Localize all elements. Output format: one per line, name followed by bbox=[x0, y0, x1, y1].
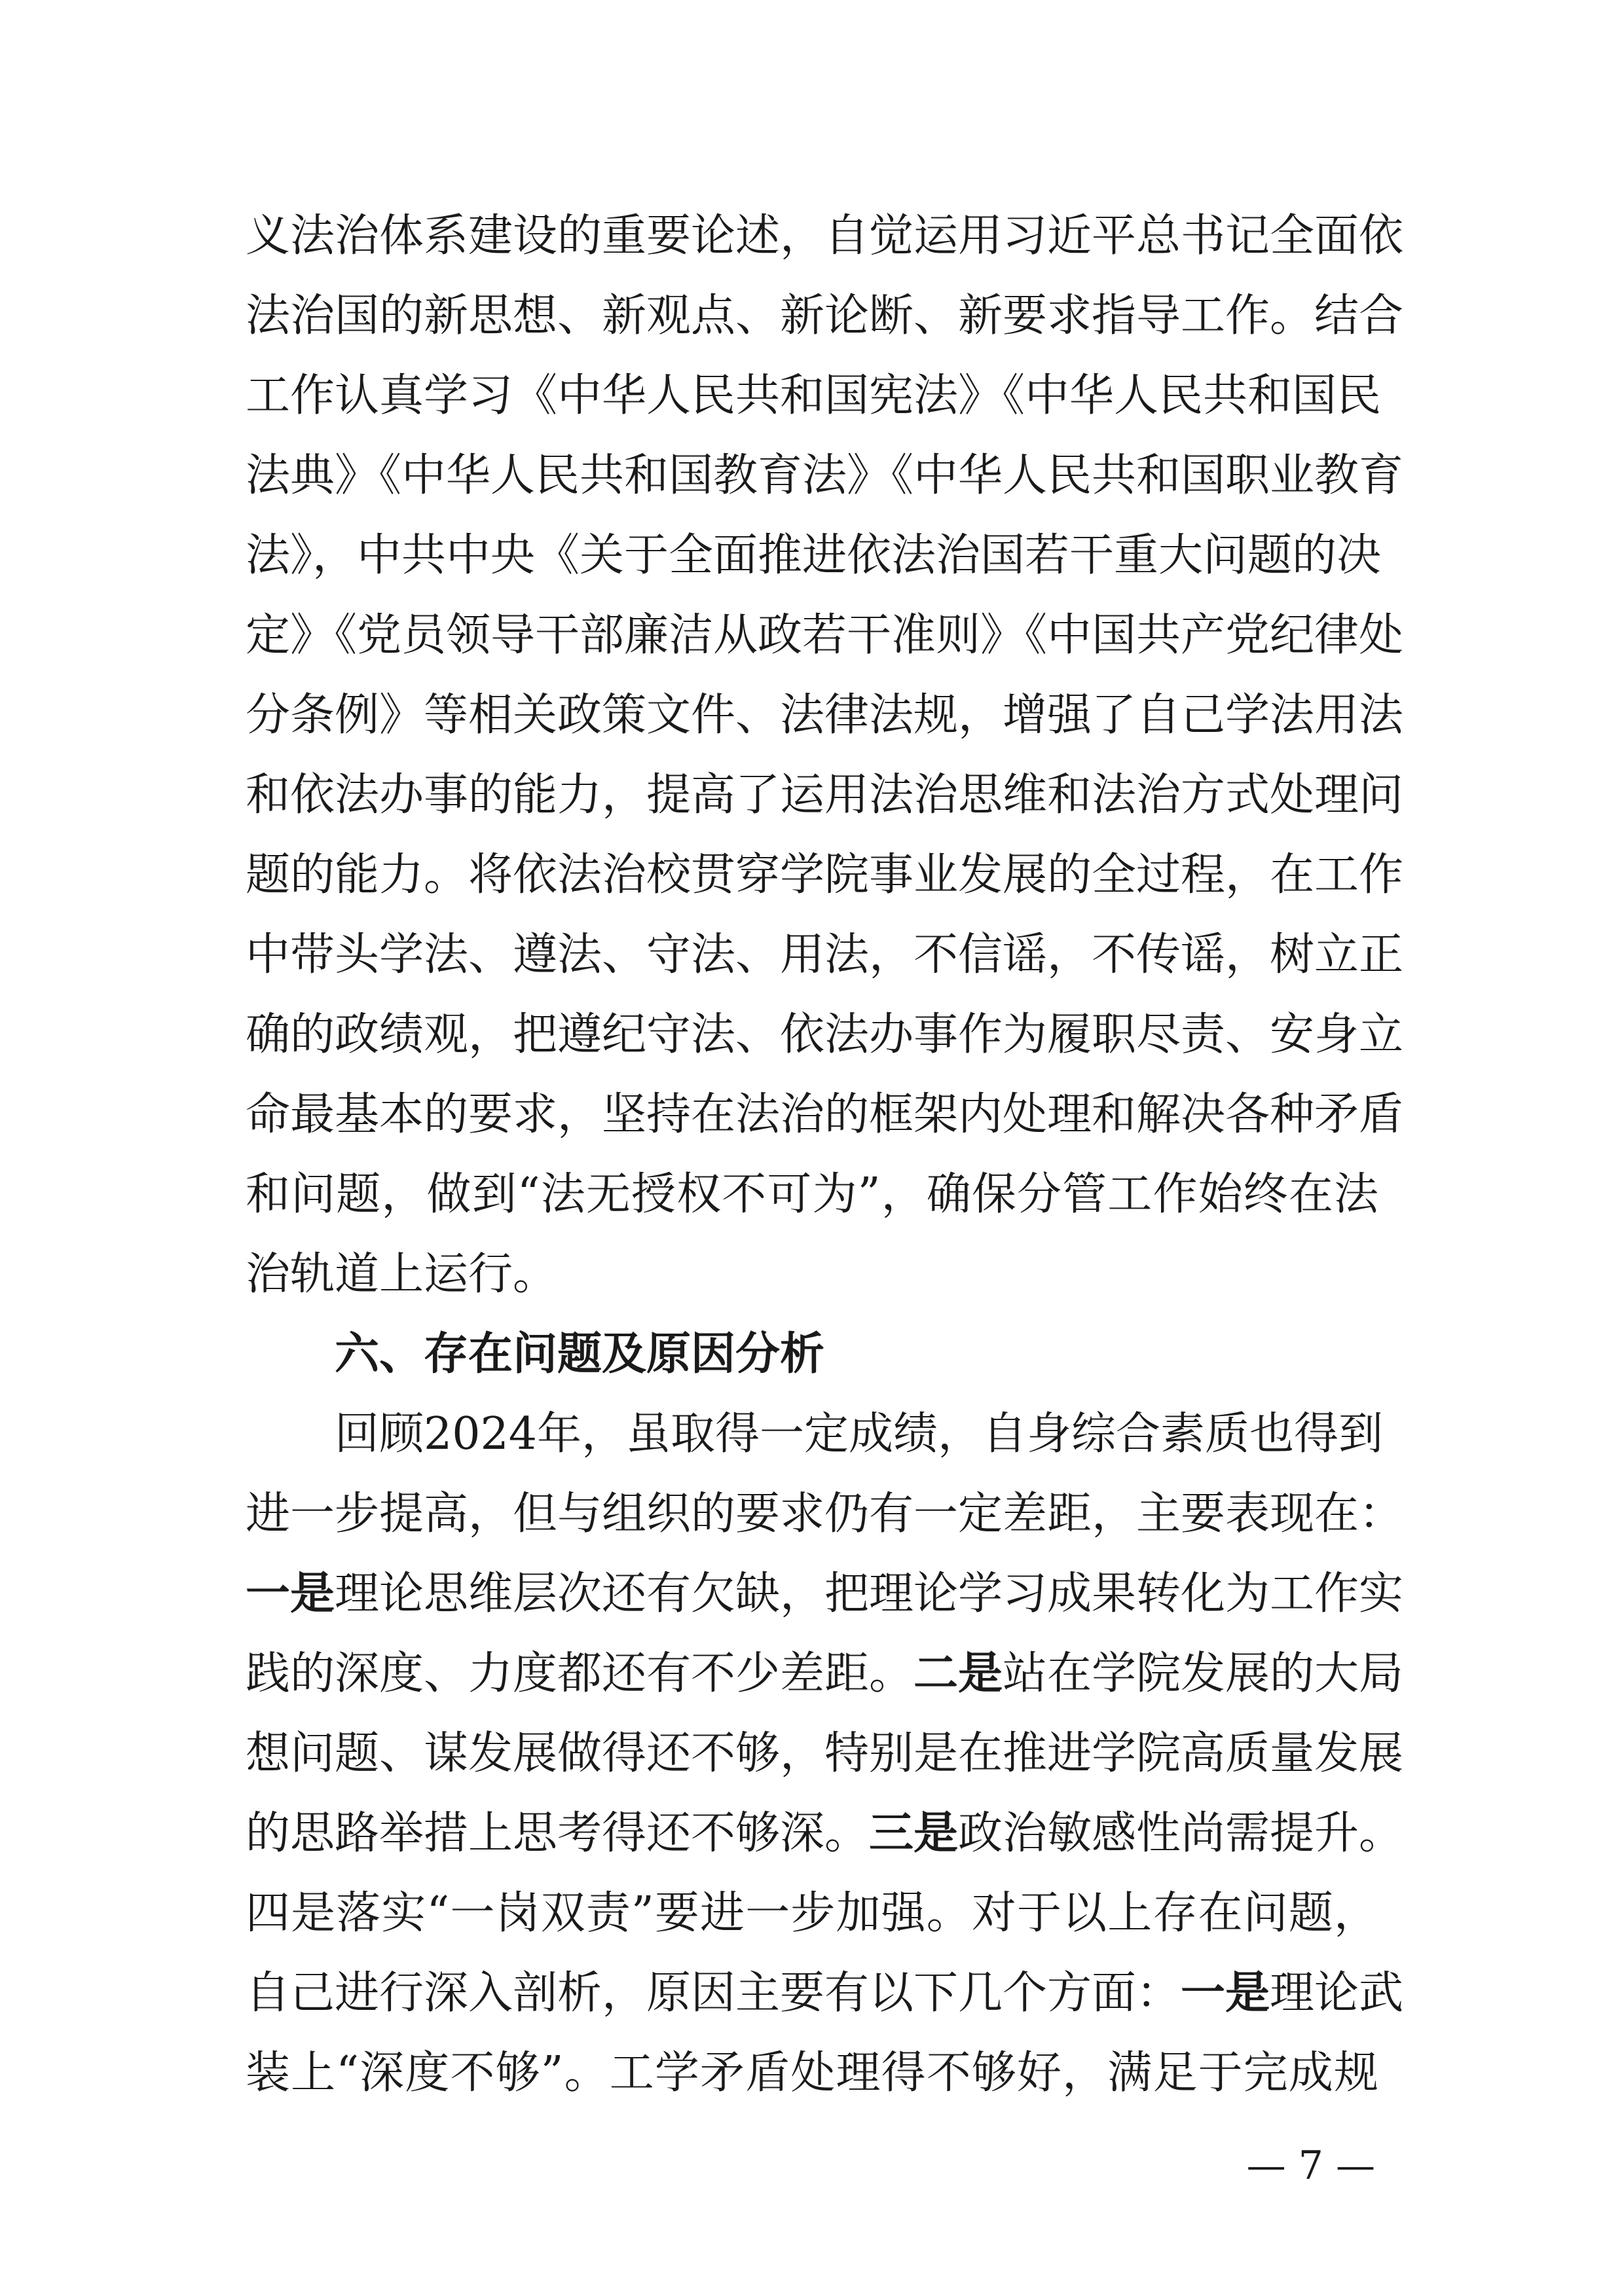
text-segment: 践的深度、力度都还有不少差距。 bbox=[246, 1648, 914, 1700]
text-segment: 装上“深度不够”。工学矛盾处理得不够好，满足于完成规 bbox=[246, 2047, 1378, 2099]
text-line: 工作认真学习《中华人民共和国宪法》《中华人民共和国民 bbox=[246, 370, 1382, 422]
emphasis-label: 一是 bbox=[1181, 1967, 1270, 2019]
text-segment: 理论思维层次还有欠缺，把理论学习成果转化为工作实 bbox=[335, 1568, 1404, 1620]
text-line: 分条例》等相关政策文件、法律法规，增强了自己学法用法 bbox=[246, 689, 1404, 741]
text-line: 法治国的新思想、新观点、新论断、新要求指导工作。结合 bbox=[246, 290, 1404, 342]
text-segment: 政治敏感性尚需提升。 bbox=[958, 1808, 1404, 1859]
text-line: 和问题，做到“法无授权不可为”，确保分管工作始终在法 bbox=[246, 1169, 1378, 1220]
text-segment: 理论武 bbox=[1270, 1967, 1404, 2019]
text-line: 命最基本的要求，坚持在法治的框架内处理和解决各种矛盾 bbox=[246, 1089, 1404, 1140]
text-line: 义法治体系建设的重要论述，自觉运用习近平总书记全面依 bbox=[246, 210, 1404, 262]
text-line: 法》，中共中央《关于全面推进依法治国若干重大问题的决 bbox=[246, 530, 1382, 581]
text-line: 确的政绩观，把遵纪守法、依法办事作为履职尽责、安身立 bbox=[246, 1009, 1404, 1061]
text-line: 和依法办事的能力，提高了运用法治思维和法治方式处理问 bbox=[246, 769, 1404, 821]
text-segment: 四是落实“一岗双责”要进一步加强。对于以上存在问题， bbox=[246, 1887, 1378, 1939]
emphasis-label: 二是 bbox=[913, 1648, 1003, 1700]
text-line bbox=[246, 2033, 1378, 2113]
text-segment: 自己进行深入剖析，原因主要有以下几个方面： bbox=[246, 1967, 1181, 2019]
text-line: 回顾2024年，虽取得一定成绩，自身综合素质也得到 bbox=[335, 1408, 1384, 1460]
text-line bbox=[246, 1874, 1378, 1954]
page-number: — 7 — bbox=[1246, 2143, 1375, 2189]
emphasis-label: 三是 bbox=[869, 1808, 959, 1859]
text-line: 中带头学法、遵法、守法、用法，不信谣，不传谣，树立正 bbox=[246, 929, 1404, 981]
section-heading: 六、存在问题及原因分析 bbox=[335, 1328, 825, 1380]
text-line bbox=[246, 1954, 1404, 2033]
text-line bbox=[246, 1554, 1404, 1634]
text-line bbox=[246, 1634, 1404, 1714]
text-segment: 的思路举措上思考得还不够深。 bbox=[246, 1808, 870, 1859]
text-segment: 站在学院发展的大局 bbox=[1003, 1648, 1404, 1700]
text-line: 治轨道上运行。 bbox=[246, 1248, 558, 1300]
text-line: 法典》《中华人民共和国教育法》《中华人民共和国职业教育 bbox=[246, 450, 1404, 501]
text-line: 定》《党员领导干部廉洁从政若干准则》《中国共产党纪律处 bbox=[246, 610, 1404, 661]
emphasis-label: 一是 bbox=[246, 1568, 335, 1620]
text-line: 想问题、谋发展做得还不够，特别是在推进学院高质量发展 bbox=[246, 1728, 1404, 1779]
text-line bbox=[246, 1794, 1404, 1874]
text-line: 题的能力。将依法治校贯穿学院事业发展的全过程，在工作 bbox=[246, 849, 1404, 901]
text-line: 进一步提高，但与组织的要求仍有一定差距，主要表现在： bbox=[246, 1488, 1404, 1540]
